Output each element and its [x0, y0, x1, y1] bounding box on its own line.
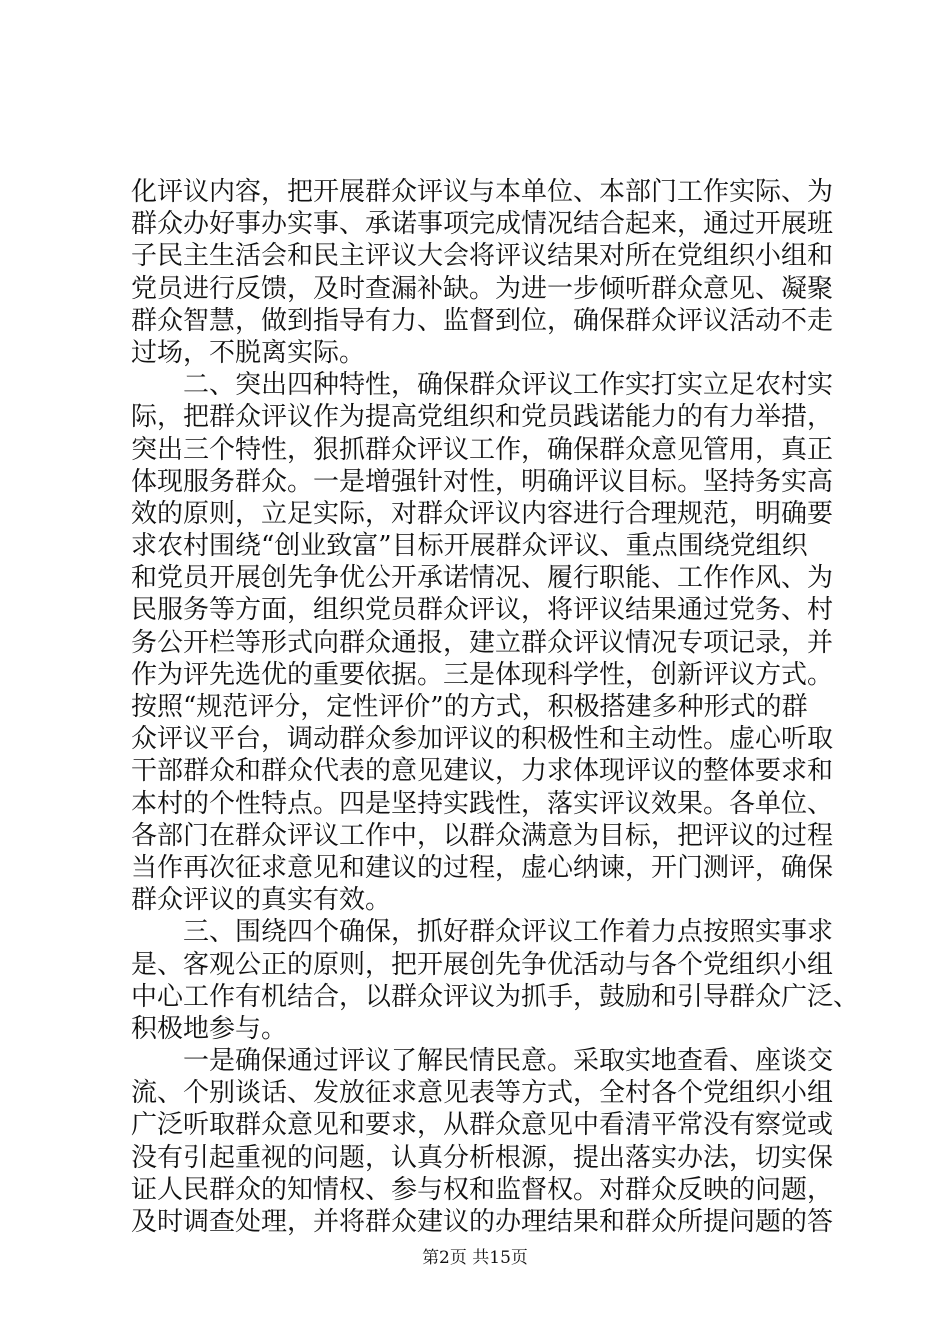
text-line: 众评议平台，调动群众参加评议的积极性和主动性。虚心听取 — [131, 724, 834, 755]
text-line: 群众智慧，做到指导有力、监督到位，确保群众评议活动不走 — [131, 305, 834, 336]
text-line: 没有引起重视的问题，认真分析根源，提出落实办法，切实保 — [131, 1142, 834, 1173]
text-line: 际，把群众评议作为提高党组织和党员践诺能力的有力举措， — [131, 402, 834, 433]
text-line: 群众办好事办实事、承诺事项完成情况结合起来，通过开展班 — [131, 209, 834, 240]
text-line: 是、客观公正的原则，把开展创先争优活动与各个党组织小组 — [131, 949, 834, 980]
text-line: 化评议内容，把开展群众评议与本单位、本部门工作实际、为 — [131, 177, 834, 207]
body-text — [131, 176, 860, 1238]
text-line: 各部门在群众评议工作中，以群众满意为目标，把评议的过程 — [131, 820, 834, 851]
page-number-footer: 第2页 共15页 — [422, 1248, 528, 1268]
text-line: 干部群众和群众代表的意见建议，力求体现评议的整体要求和 — [131, 756, 834, 787]
text-line: 求农村围绕“创业致富”目标开展群众评议、重点围绕党组织 — [131, 531, 808, 562]
text-line: 三、围绕四个确保，抓好群众评议工作着力点按照实事求 — [131, 917, 834, 948]
text-line: 证人民群众的知情权、参与权和监督权。对群众反映的问题， — [131, 1174, 834, 1205]
text-line: 过场，不脱离实际。 — [131, 337, 366, 368]
text-line: 作为评先选优的重要依据。三是体现科学性，创新评议方式。 — [131, 659, 834, 690]
text-line: 本村的个性特点。四是坚持实践性，落实评议效果。各单位、 — [131, 788, 834, 819]
text-line: 二、突出四种特性，确保群众评议工作实打实立足农村实 — [131, 370, 834, 401]
text-line: 民服务等方面，组织党员群众评议，将评议结果通过党务、村 — [131, 595, 834, 626]
text-line: 及时调查处理，并将群众建议的办理结果和群众所提问题的答 — [131, 1207, 834, 1237]
text-line: 中心工作有机结合，以群众评议为抓手，鼓励和引导群众广泛、 — [131, 981, 860, 1012]
text-line: 广泛听取群众意见和要求，从群众意见中看清平常没有察觉或 — [131, 1110, 834, 1141]
text-line: 突出三个特性，狠抓群众评议工作，确保群众意见管用，真正 — [131, 434, 834, 465]
text-line: 体现服务群众。一是增强针对性，明确评议目标。坚持务实高 — [131, 466, 834, 497]
text-line: 务公开栏等形式向群众通报，建立群众评议情况专项记录，并 — [131, 627, 834, 658]
text-line: 子民主生活会和民主评议大会将评议结果对所在党组织小组和 — [131, 241, 834, 272]
text-line: 积极地参与。 — [131, 1013, 288, 1044]
text-line: 群众评议的真实有效。 — [131, 885, 392, 916]
text-line: 和党员开展创先争优公开承诺情况、履行职能、工作作风、为 — [131, 563, 834, 594]
text-line: 流、个别谈话、发放征求意见表等方式，全村各个党组织小组 — [131, 1078, 834, 1109]
text-line: 一是确保通过评议了解民情民意。采取实地查看、座谈交 — [131, 1046, 834, 1077]
text-line: 按照“规范评分，定性评价”的方式，积极搭建多种形式的群 — [131, 692, 808, 722]
text-line: 党员进行反馈，及时查漏补缺。为进一步倾听群众意见、凝聚 — [131, 273, 834, 304]
text-line: 当作再次征求意见和建议的过程，虚心纳谏，开门测评，确保 — [131, 852, 834, 883]
text-line: 效的原则，立足实际，对群众评议内容进行合理规范，明确要 — [131, 498, 834, 529]
